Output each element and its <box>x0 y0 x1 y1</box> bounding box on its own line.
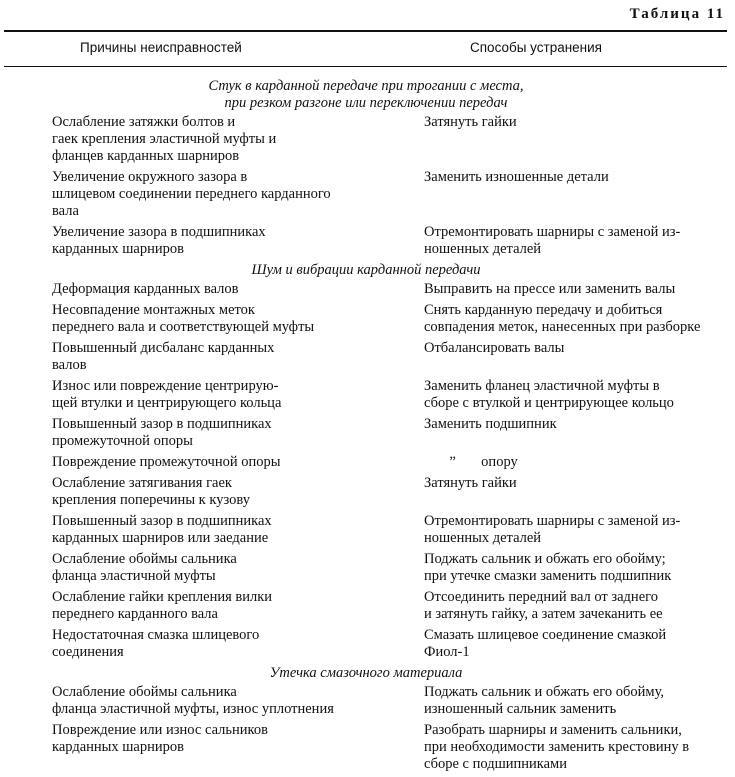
remedy-line: Отсоединить передний вал от заднего <box>424 589 658 605</box>
cause-line: гаек крепления эластичной муфты и <box>52 131 277 147</box>
cause-line: Деформация карданных валов <box>52 281 239 297</box>
cause-line: Увеличение зазора в подшипниках <box>52 224 266 240</box>
cause-cell <box>6 589 336 623</box>
remedy-line: Отремонтировать шарниры с заменой из- <box>424 513 681 529</box>
table-row <box>6 589 726 623</box>
section-title <box>6 665 726 682</box>
remedy-line: изношенный сальник заменить <box>424 701 617 717</box>
cause-cell <box>6 416 336 450</box>
cause-cell <box>6 722 336 756</box>
cause-line: крепления поперечины к кузову <box>52 492 250 508</box>
cause-line: карданных шарниров или заедание <box>52 530 269 546</box>
table-row <box>6 551 726 585</box>
remedy-cell <box>378 551 726 585</box>
remedy-cell <box>378 684 726 718</box>
remedy-line: Смазать шлицевое соединение смазкой <box>424 627 667 643</box>
cause-line: Недостаточная смазка шлицевого <box>52 627 260 643</box>
cause-line: переднего карданного вала <box>52 606 218 622</box>
cause-line: Ослабление гайки крепления вилки <box>52 589 273 605</box>
remedy-cell <box>378 475 726 492</box>
remedy-line: Выправить на прессе или заменить валы <box>424 281 676 297</box>
table-number: Таблица 11 <box>629 6 725 22</box>
section-title-line: при резком разгоне или переключении передач <box>224 95 508 111</box>
table-row <box>6 114 726 165</box>
remedy-cell <box>378 454 726 471</box>
cause-cell <box>6 454 336 471</box>
cause-line: щей втулки и центрирующего кольца <box>52 395 282 411</box>
cause-cell <box>6 475 336 509</box>
remedy-cell <box>378 722 726 773</box>
cause-line: фланца эластичной муфты <box>52 568 216 584</box>
cause-line: карданных шарниров <box>52 241 184 257</box>
table-row <box>6 627 726 661</box>
remedy-line: Разобрать шарниры и заменить сальники, <box>424 722 682 738</box>
remedy-line: Отбалансировать валы <box>424 340 565 356</box>
remedy-cell <box>378 416 726 433</box>
cause-line: Износ или повреждение центрирую- <box>52 378 279 394</box>
cause-line: валов <box>52 357 87 373</box>
remedy-line: Заменить подшипник <box>424 416 557 432</box>
table-row <box>6 378 726 412</box>
cause-line: Повышенный зазор в подшипниках <box>52 416 272 432</box>
remedy-line: ношенных деталей <box>424 241 542 257</box>
table-row <box>6 340 726 374</box>
remedy-cell <box>378 627 726 661</box>
remedy-cell <box>378 302 726 336</box>
table-body <box>6 76 726 777</box>
cause-line: Ослабление обоймы сальника <box>52 684 237 700</box>
remedy-line: Затянуть гайки <box>424 114 517 130</box>
top-rule <box>4 30 727 32</box>
section-title-line: Утечка смазочного материала <box>269 665 463 681</box>
remedy-line: при необходимости заменить крестовину в <box>424 739 690 755</box>
cause-cell <box>6 627 336 661</box>
cause-line: Несовпадение монтажных меток <box>52 302 255 318</box>
cause-line: Повышенный дисбаланс карданных <box>52 340 275 356</box>
header-causes: Причины неисправностей <box>80 40 242 55</box>
remedy-line: Заменить фланец эластичной муфты в <box>424 378 660 394</box>
remedy-line: Отремонтировать шарниры с заменой из- <box>424 224 681 240</box>
cause-line: Повреждение или износ сальников <box>52 722 268 738</box>
remedy-line: совпадения меток, нанесенных при разборке <box>424 319 701 335</box>
table-row <box>6 454 726 471</box>
remedy-line: Поджать сальник и обжать его обойму, <box>424 684 664 700</box>
remedy-cell <box>378 114 726 131</box>
remedy-cell <box>378 589 726 623</box>
cause-line: промежуточной опоры <box>52 433 193 449</box>
cause-line: соединения <box>52 644 124 660</box>
table-row <box>6 513 726 547</box>
cause-cell <box>6 281 336 298</box>
cause-cell <box>6 340 336 374</box>
remedy-line: сборе с подшипниками <box>424 756 567 772</box>
remedy-cell <box>378 224 726 258</box>
table-row <box>6 281 726 298</box>
table-row <box>6 684 726 718</box>
cause-line: Повреждение промежуточной опоры <box>52 454 281 470</box>
remedy-line: и затянуть гайку, а затем зачеканить ее <box>424 606 663 622</box>
cause-line: фланцев карданных шарниров <box>52 148 240 164</box>
remedy-line: ношенных деталей <box>424 530 542 546</box>
cause-line: карданных шарниров <box>52 739 184 755</box>
cause-cell <box>6 302 336 336</box>
remedy-cell <box>378 340 726 357</box>
cause-line: вала <box>52 203 79 219</box>
remedy-line: Снять карданную передачу и добиться <box>424 302 663 318</box>
cause-line: Ослабление обоймы сальника <box>52 551 237 567</box>
section-title <box>6 78 726 112</box>
cause-cell <box>6 114 336 165</box>
remedy-line: Поджать сальник и обжать его обойму; <box>424 551 666 567</box>
cause-line: Ослабление затягивания гаек <box>52 475 232 491</box>
cause-cell <box>6 513 336 547</box>
cause-line: фланца эластичной муфты, износ уплотнения <box>52 701 334 717</box>
table-row <box>6 224 726 258</box>
cause-line: Повышенный зазор в подшипниках <box>52 513 272 529</box>
cause-cell <box>6 169 336 220</box>
remedy-line: Фиол-1 <box>424 644 470 660</box>
table-row <box>6 416 726 450</box>
table-row <box>6 475 726 509</box>
cause-line: шлицевом соединении переднего карданного <box>52 186 331 202</box>
cause-cell <box>6 378 336 412</box>
remedy-line: Заменить изношенные детали <box>424 169 609 185</box>
remedy-cell <box>378 513 726 547</box>
cause-cell <box>6 224 336 258</box>
header-rule <box>4 66 727 67</box>
remedy-cell <box>378 281 726 298</box>
cause-cell <box>6 684 336 718</box>
cause-line: переднего вала и соответствующей муфты <box>52 319 315 335</box>
cause-line: Увеличение окружного зазора в <box>52 169 248 185</box>
remedy-cell <box>378 169 726 186</box>
table-row <box>6 169 726 220</box>
section-title-line: Стук в карданной передаче при трогании с места, <box>208 78 524 94</box>
section-title <box>6 262 726 279</box>
table-row <box>6 302 726 336</box>
table-row <box>6 722 726 773</box>
remedy-line: Затянуть гайки <box>424 475 517 491</box>
remedy-cell <box>378 378 726 412</box>
section-title-line: Шум и вибрации карданной передачи <box>251 262 481 278</box>
remedy-line: при утечке смазки заменить подшипник <box>424 568 672 584</box>
remedy-line: ” опору <box>424 454 518 470</box>
remedy-line: сборе с втулкой и центрирующее кольцо <box>424 395 674 411</box>
cause-line: Ослабление затяжки болтов и <box>52 114 236 130</box>
cause-cell <box>6 551 336 585</box>
header-remedies: Способы устранения <box>470 40 602 55</box>
